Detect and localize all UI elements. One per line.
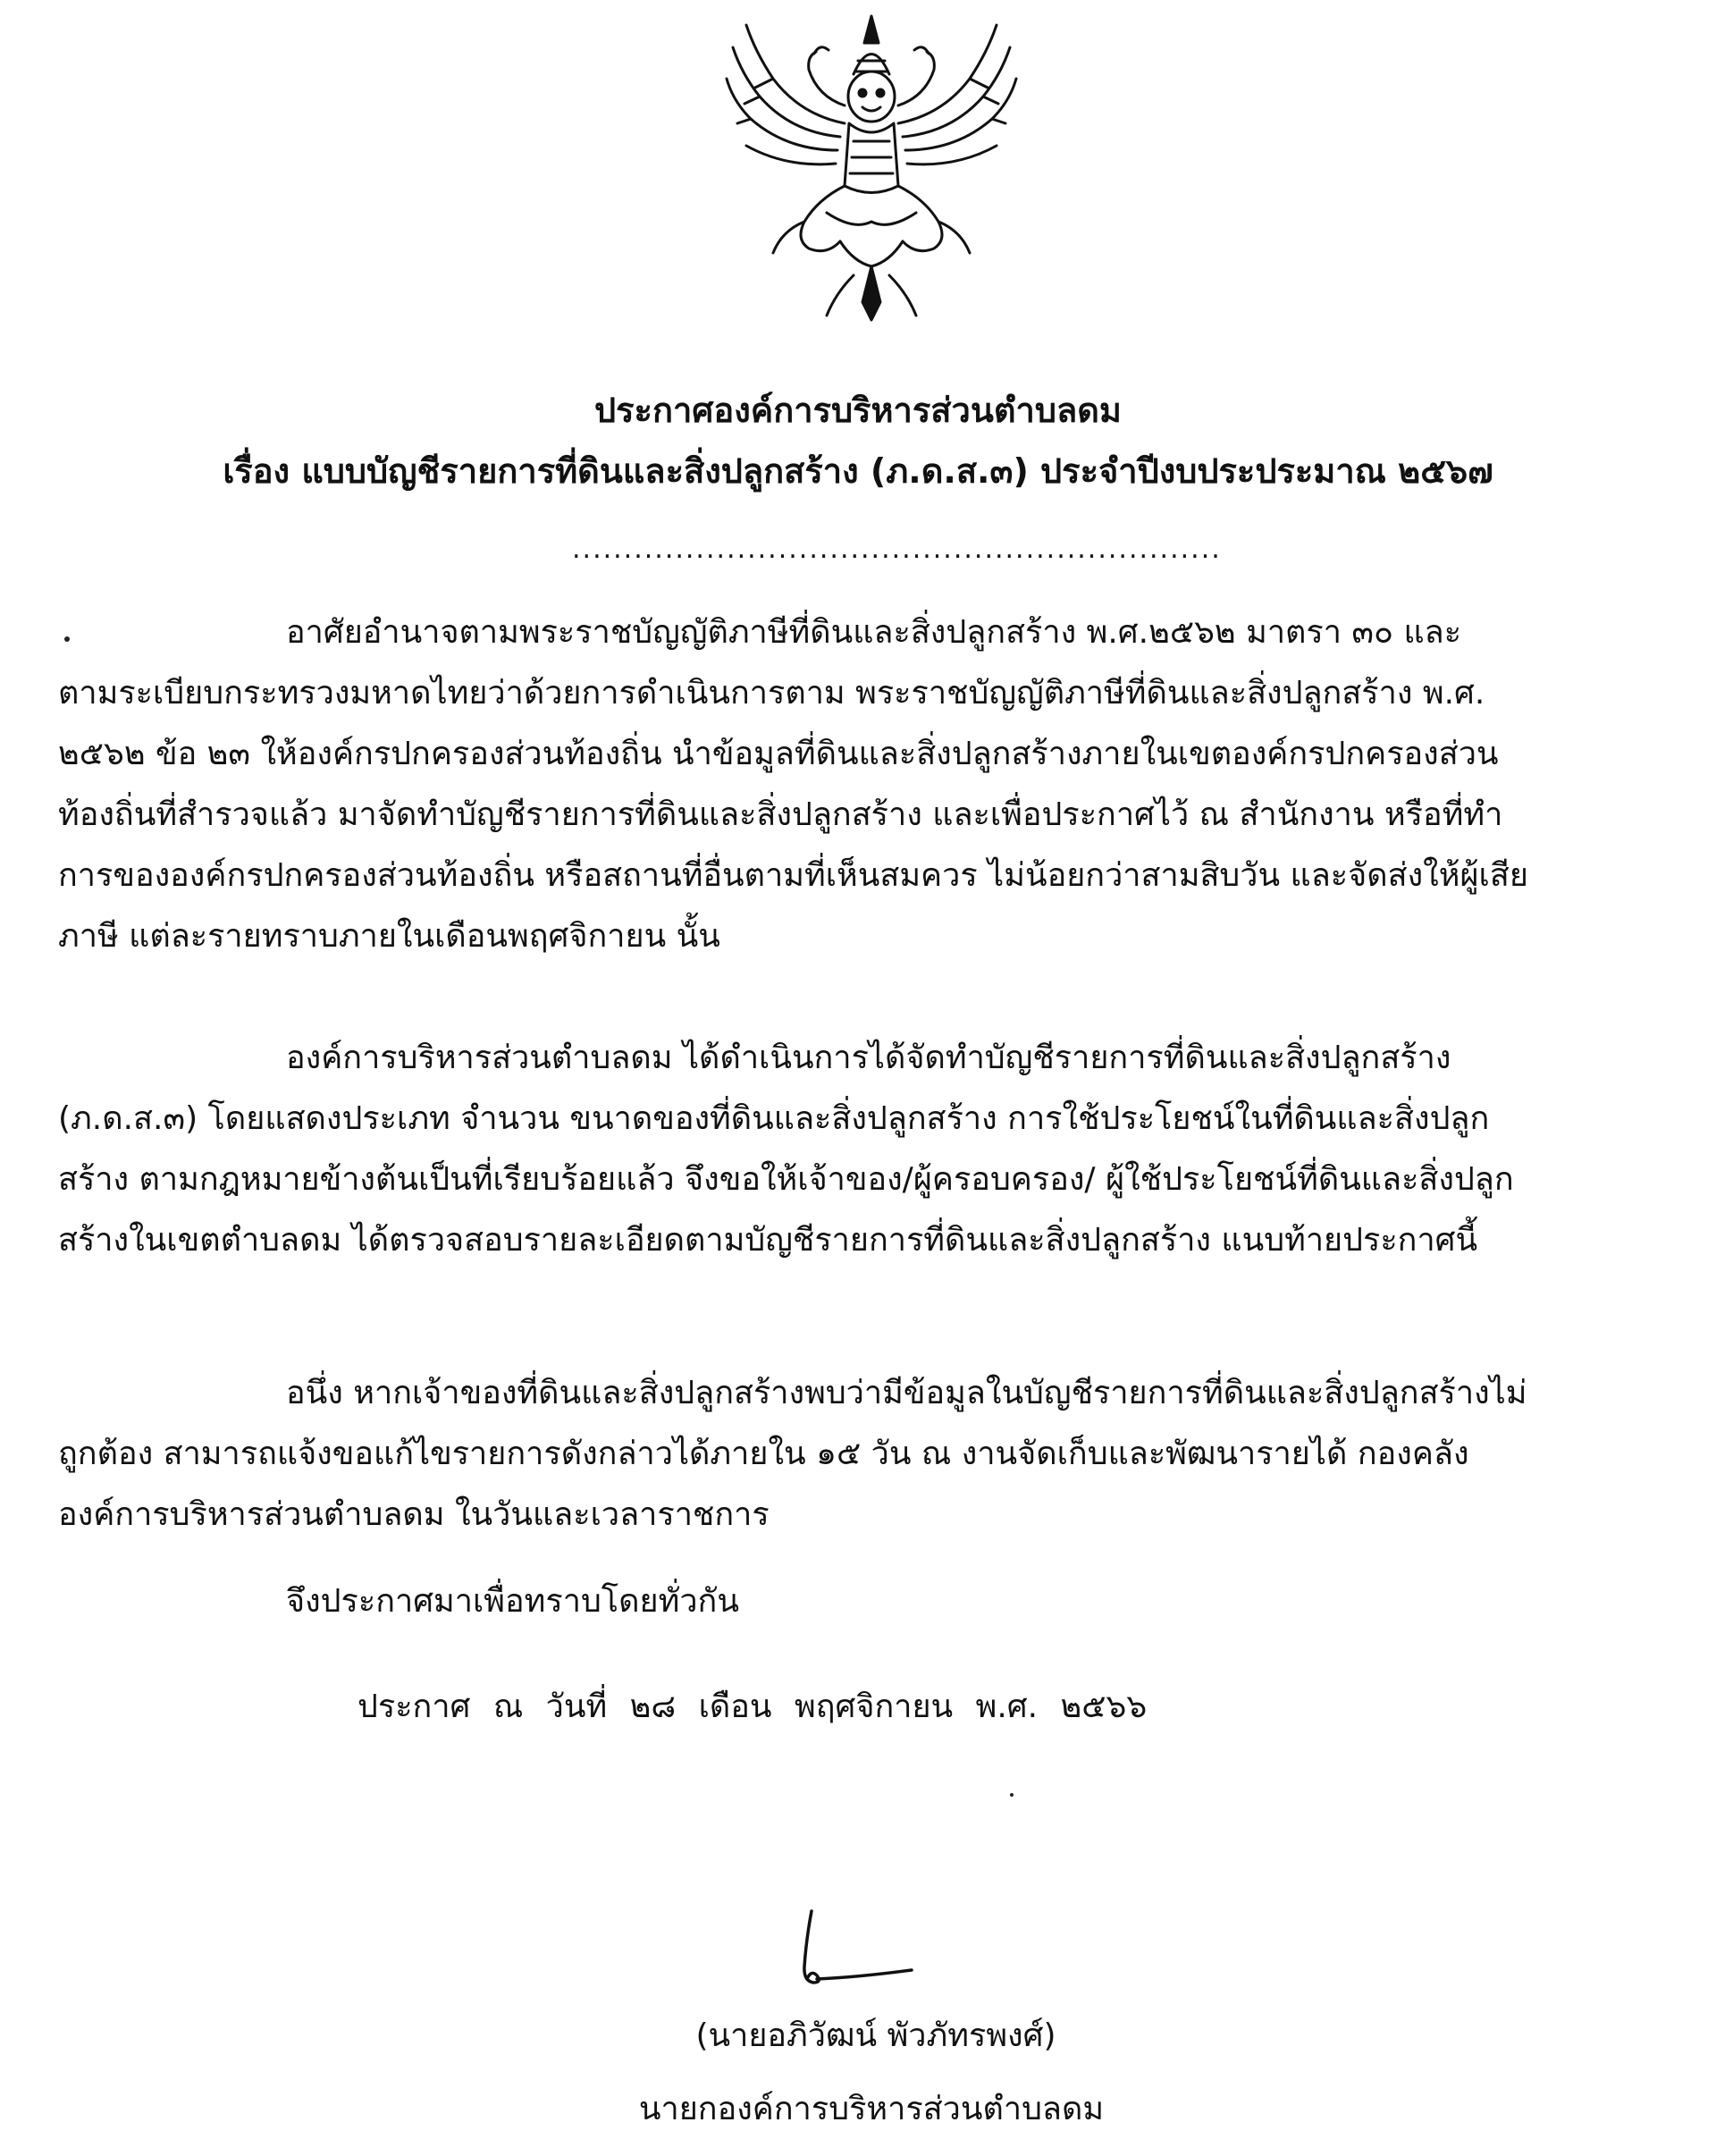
signer-name: (นายอภิวัฒน์ พัวภัทรพงศ์) — [695, 2017, 1056, 2054]
paragraph-line: สร้าง ตามกฎหมายข้างต้นเป็นที่เรียบร้อยแล้ว จึงขอให้เจ้าของ/ผู้ครอบครอง/ ผู้ใช้ประโยชน์ที่ดินและสิ่งปลูก — [58, 1161, 1514, 1198]
announcement-date: ประกาศ ณ วันที่ ๒๘ เดือน พฤศจิกายน พ.ศ. ๒๕๖๖ — [358, 1689, 1148, 1725]
paragraph-line: (ภ.ด.ส.๓) โดยแสดงประเภท จำนวน ขนาดของที่ดินและสิ่งปลูกสร้าง การใช้ประโยชน์ในที่ดินและสิ่งปลูก — [58, 1100, 1490, 1137]
paragraph-line: ๒๕๖๒ ข้อ ๒๓ ให้องค์กรปกครองส่วนท้องถิ่น นำข้อมูลที่ดินและสิ่งปลูกสร้างภายในเขตองค์กรปกครองส่วน — [58, 736, 1499, 772]
body-paragraph-1 — [58, 602, 1707, 967]
paragraph-line: อาศัยอำนาจตามพระราชบัญญัติภาษีที่ดินและสิ่งปลูกสร้าง พ.ศ.๒๕๖๒ มาตรา ๓๐ และ — [286, 614, 1462, 651]
paragraph-line: การขององค์กรปกครองส่วนท้องถิ่น หรือสถานที่อื่นตามที่เห็นสมควร ไม่น้อยกว่าสามสิบวัน และจัดส่งให้ผู้เสีย — [58, 857, 1528, 894]
scan-speck — [1010, 1793, 1014, 1797]
handwritten-signature-icon — [786, 1904, 921, 2002]
paragraph-line: อนึ่ง หากเจ้าของที่ดินและสิ่งปลูกสร้างพบว่ามีข้อมูลในบัญชีรายการที่ดินและสิ่งปลูกสร้างไม่ — [286, 1375, 1527, 1411]
paragraph-line: ภาษี แต่ละรายทราบภายในเดือนพฤศจิกายน นั้น — [58, 918, 720, 955]
paragraph-line: ตามระเบียบกระทรวงมหาดไทยว่าด้วยการดำเนินการตาม พระราชบัญญัติภาษีที่ดินและสิ่งปลูกสร้าง พ.ศ. — [58, 675, 1485, 712]
divider-dots: ............................................................... — [572, 534, 1222, 565]
body-paragraph-3 — [58, 1363, 1707, 1545]
signer-position: นายกองค์การบริหารส่วนตำบลดม — [638, 2091, 1105, 2127]
paragraph-line: ถูกต้อง สามารถแจ้งขอแก้ไขรายการดังกล่าวได้ภายใน ๑๕ วัน ณ งานจัดเก็บและพัฒนารายได้ กองคลัง — [58, 1436, 1469, 1472]
closing-statement: จึงประกาศมาเพื่อทราบโดยทั่วกัน — [286, 1583, 739, 1620]
body-paragraph-2 — [58, 1028, 1707, 1271]
paragraph-line: องค์การบริหารส่วนตำบลดม ได้ดำเนินการได้จัดทำบัญชีรายการที่ดินและสิ่งปลูกสร้าง — [286, 1040, 1451, 1076]
paragraph-line: สร้างในเขตตำบลดม ได้ตรวจสอบรายละเอียดตามบัญชีรายการที่ดินและสิ่งปลูกสร้าง แนบท้ายประกาศนี้ — [58, 1222, 1478, 1259]
garuda-emblem-icon — [719, 7, 1023, 329]
announcement-subject: เรื่อง แบบบัญชีรายการที่ดินและสิ่งปลูกสร้าง (ภ.ด.ส.๓) ประจำปีงบประประมาณ ๒๕๖๗ — [223, 451, 1493, 491]
paragraph-line: องค์การบริหารส่วนตำบลดม ในวันและเวลาราชการ — [58, 1496, 770, 1533]
announcement-title: ประกาศองค์การบริหารส่วนตำบลดม — [594, 391, 1122, 430]
paragraph-line: ท้องถิ่นที่สำรวจแล้ว มาจัดทำบัญชีรายการที่ดินและสิ่งปลูกสร้าง และเพื่อประกาศไว้ ณ สำนักงาน หรือที่ทำ — [58, 796, 1503, 833]
